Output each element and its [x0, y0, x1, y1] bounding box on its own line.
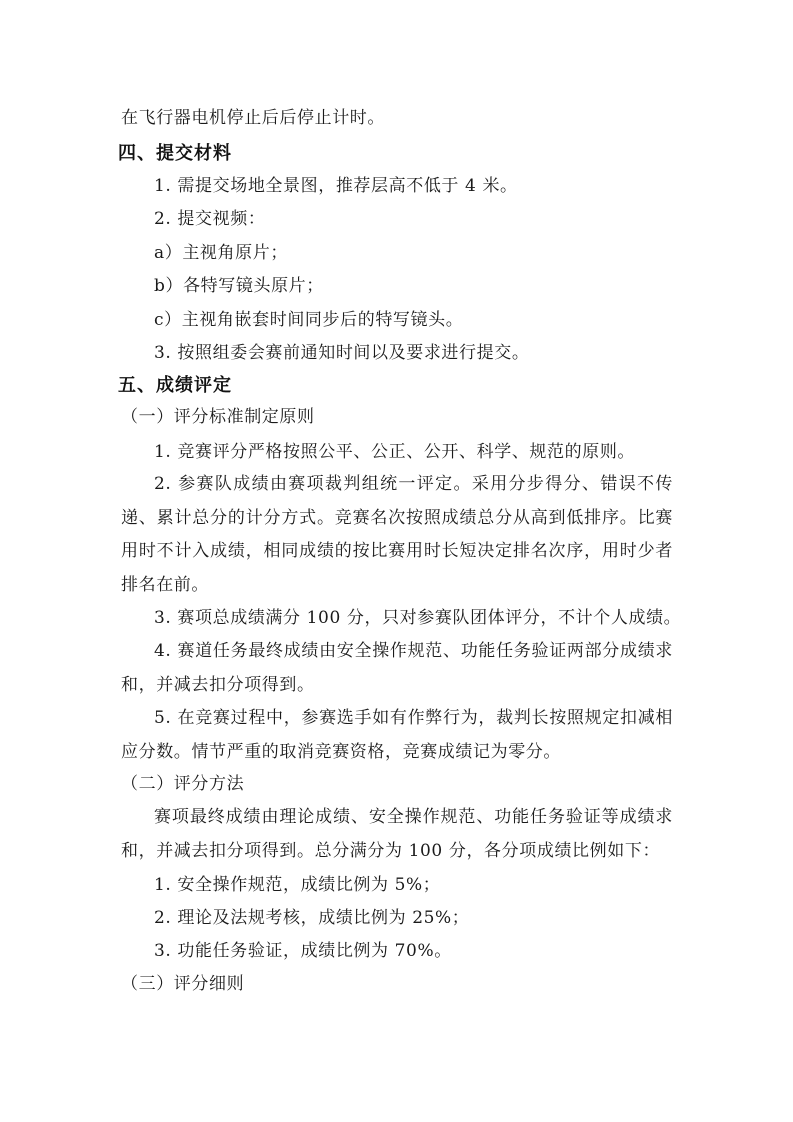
subsection-1-heading: （一）评分标准制定原则 [121, 407, 315, 427]
subsection-3-heading: （三）评分细则 [121, 974, 245, 994]
section-4-heading: 四、提交材料 [118, 143, 232, 164]
subsection-1-para-5: 5. 在竞赛过程中，参赛选手如有作弊行为，裁判长按照规定扣减相应分数。情节严重的取消竞赛资格，竞赛成绩记为零分。 [121, 708, 673, 762]
section-5-heading: 五、成绩评定 [118, 375, 232, 396]
subsection-1-para-3: 3. 赛项总成绩满分 100 分，只对参赛队团体评分，不计个人成绩。 [154, 608, 682, 628]
subsection-1-para-4: 4. 赛道任务最终成绩由安全操作规范、功能任务验证两部分成绩求和，并减去扣分项得到。 [121, 641, 673, 695]
section-4-item-2: 2. 提交视频： [154, 209, 266, 229]
section-4-item-3: 3. 按照组委会赛前通知时间以及要求进行提交。 [154, 343, 530, 363]
continued-text-line: 在飞行器电机停止后后停止计时。 [121, 108, 385, 128]
section-4-item-c: c）主视角嵌套时间同步后的特写镜头。 [154, 310, 464, 330]
subsection-2-item-2: 2. 理论及法规考核，成绩比例为 25%； [154, 908, 470, 928]
subsection-2-item-1: 1. 安全操作规范，成绩比例为 5%； [154, 875, 441, 895]
subsection-2-para-1: 赛项最终成绩由理论成绩、安全操作规范、功能任务验证等成绩求和，并减去扣分项得到。总分满分为 100 分，各分项成绩比例如下： [121, 807, 673, 861]
subsection-2-heading: （二）评分方法 [121, 774, 245, 794]
subsection-1-para-2: 2. 参赛队成绩由赛项裁判组统一评定。采用分步得分、错误不传递、累计总分的计分方式。竞赛名次按照成绩总分从高到低排序。比赛用时不计入成绩，相同成绩的按比赛用时长短决定排名次序，用时少者排名在前。 [121, 474, 673, 595]
section-4-item-b: b）各特写镜头原片； [154, 276, 324, 296]
subsection-1-para-1: 1. 竞赛评分严格按照公平、公正、公开、科学、规范的原则。 [154, 442, 636, 462]
section-4-item-1: 1. 需提交场地全景图，推荐层高不低于 4 米。 [154, 176, 518, 196]
subsection-2-item-3: 3. 功能任务验证，成绩比例为 70%。 [154, 941, 452, 961]
section-4-item-a: a）主视角原片； [154, 243, 288, 263]
